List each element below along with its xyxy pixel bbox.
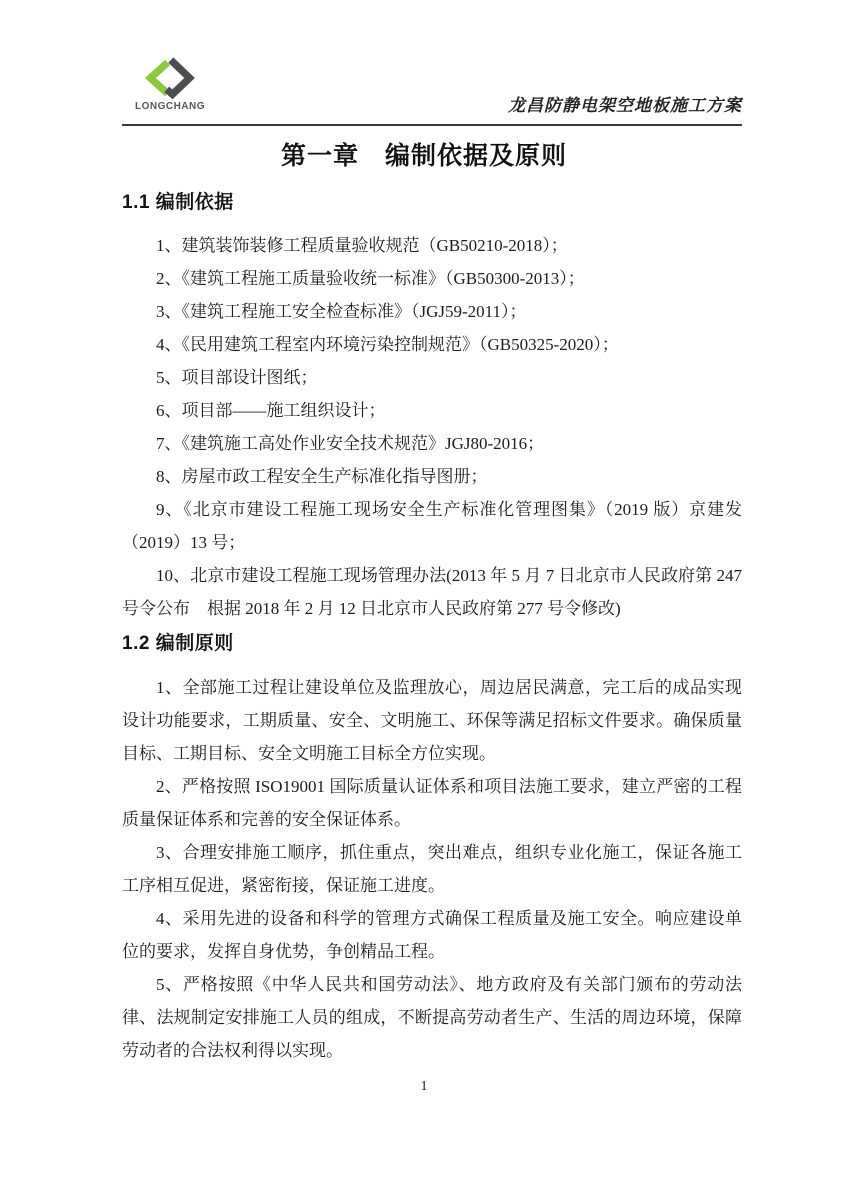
section-heading-1-2: 1.2 编制原则 — [122, 633, 234, 654]
header-doc-title: 龙昌防静电架空地板施工方案 — [508, 96, 742, 115]
chapter-title: 第一章 编制依据及原则 — [280, 143, 567, 170]
paragraph: 3、合理安排施工顺序，抓住重点，突出难点，组织专业化施工，保证各施工工序相互促进，紧密衔接，保证施工进度。 — [122, 843, 742, 895]
longchang-logo — [134, 56, 206, 112]
list-item: 3、《建筑工程施工安全检查标准》（JGJ59-2011）； — [156, 302, 527, 321]
paragraph: 5、严格按照《中华人民共和国劳动法》、地方政府及有关部门颁布的劳动法律、法规制定安排施工人员的组成，不断提高劳动者生产、生活的周边环境，保障劳动者的合法权利得以实现。 — [122, 975, 742, 1060]
basis-item-list — [122, 229, 742, 625]
logo-text: LONGCHANG — [134, 101, 206, 112]
paragraph: 2、严格按照 ISO19001 国际质量认证体系和项目法施工要求，建立严密的工程质量保证体系和完善的安全保证体系。 — [122, 777, 742, 829]
list-item: 2、《建筑工程施工质量验收统一标准》（GB50300-2013）； — [156, 269, 585, 288]
list-item: 4、《民用建筑工程室内环境污染控制规范》（GB50325-2020）； — [156, 335, 619, 354]
list-item: 5、项目部设计图纸； — [156, 368, 318, 387]
paragraph: 4、采用先进的设备和科学的管理方式确保工程质量及施工安全。响应建设单位的要求，发挥自身优势，争创精品工程。 — [122, 909, 742, 961]
list-item: 7、《建筑施工高处作业安全技术规范》JGJ80-2016； — [156, 434, 545, 453]
principles-paragraphs — [122, 671, 742, 1067]
longchang-logo-icon — [134, 56, 206, 100]
page-header — [122, 56, 742, 126]
paragraph: 1、全部施工过程让建设单位及监理放心，周边居民满意，完工后的成品实现设计功能要求，工期质量、安全、文明施工、环保等满足招标文件要求。确保质量目标、工期目标、安全文明施工目标全方位实现。 — [122, 678, 742, 763]
list-item: 6、项目部——施工组织设计； — [156, 401, 386, 420]
list-item: 9、《北京市建设工程施工现场安全生产标准化管理图集》（2019 版）京建发（2019）13 号； — [122, 500, 742, 552]
list-item: 10、北京市建设工程施工现场管理办法(2013 年 5 月 7 日北京市人民政府第 247 号令公布 根据 2018 年 2 月 12 日北京市人民政府第 277 号令修改) — [122, 566, 742, 618]
document-body — [122, 190, 742, 1067]
page-number: 1 — [420, 1079, 428, 1094]
list-item: 8、房屋市政工程安全生产标准化指导图册； — [156, 467, 488, 486]
section-heading-1-1: 1.1 编制依据 — [122, 192, 234, 213]
list-item: 1、建筑装饰装修工程质量验收规范（GB50210-2018）； — [156, 236, 568, 255]
